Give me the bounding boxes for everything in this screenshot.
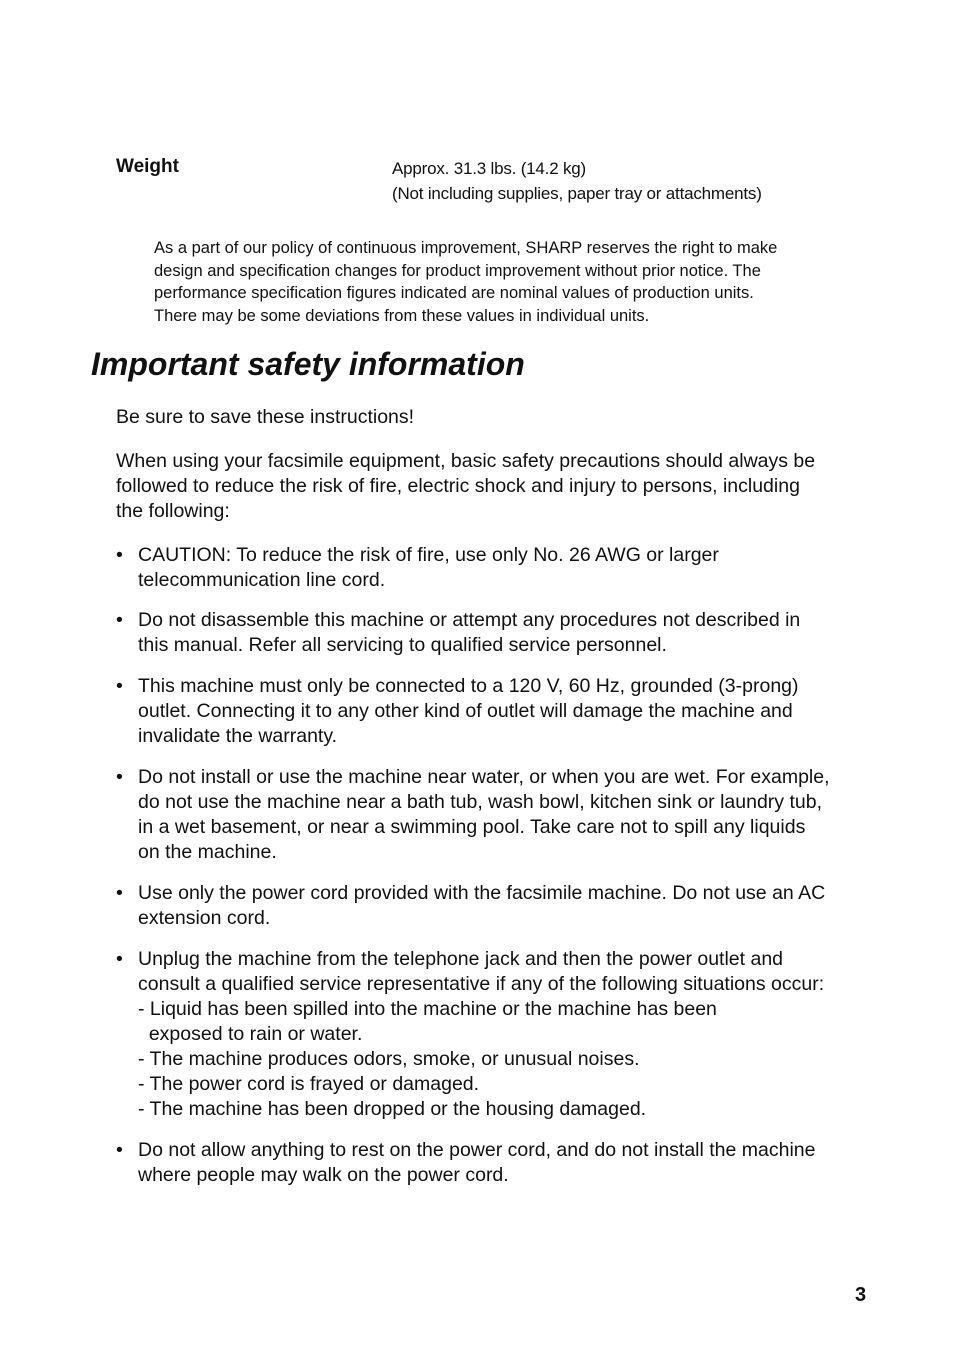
bullet-line: outlet. Connecting it to any other kind of outlet will damage the machine and	[138, 700, 793, 722]
bullet-text	[138, 765, 830, 865]
notice-line: As a part of our policy of continuous improvement, SHARP reserves the right to make	[154, 239, 778, 257]
bullet-line: Unplug the machine from the telephone jack and then the power outlet and	[138, 948, 784, 970]
bullet-line: this manual. Refer all servicing to qualified service personnel.	[138, 634, 667, 656]
page-number: 3	[855, 1284, 867, 1306]
intro-paragraph	[116, 405, 414, 430]
section-title: Important safety information	[91, 346, 525, 382]
lead-line: When using your facsimile equipment, basic safety precautions should always be	[116, 450, 816, 472]
bullet-subitem: - Liquid has been spilled into the machine or the machine has been	[138, 998, 717, 1020]
bullet-line: in a wet basement, or near a swimming pool. Take care not to spill any liquids	[138, 816, 806, 838]
bullet-glyph: •	[116, 544, 123, 566]
bullet-line: on the machine.	[138, 841, 277, 863]
bullet-text	[138, 947, 824, 1122]
bullet-line: Use only the power cord provided with the facsimile machine. Do not use an AC	[138, 882, 826, 904]
bullet-line: do not use the machine near a bath tub, wash bowl, kitchen sink or laundry tub,	[138, 791, 822, 813]
bullet-subitem: - The machine produces odors, smoke, or unusual noises.	[138, 1048, 640, 1070]
bullet-text	[138, 543, 719, 593]
improvement-notice	[154, 237, 854, 328]
bullet-glyph: •	[116, 882, 123, 904]
bullet-line: Do not allow anything to rest on the power cord, and do not install the machine	[138, 1139, 816, 1161]
bullet-glyph: •	[116, 609, 123, 631]
bullet-line: Do not install or use the machine near water, or when you are wet. For example,	[138, 766, 830, 788]
bullet-text	[138, 881, 825, 931]
bullet-glyph: •	[116, 948, 123, 970]
spec-value-line: Approx. 31.3 lbs. (14.2 kg)	[392, 159, 586, 178]
lead-line: followed to reduce the risk of fire, electric shock and injury to persons, including	[116, 475, 800, 497]
bullet-line: telecommunication line cord.	[138, 569, 386, 591]
bullet-text	[138, 674, 799, 749]
bullet-text	[138, 1138, 816, 1188]
bullet-line: Do not disassemble this machine or attempt any procedures not described in	[138, 609, 801, 631]
bullet-line: CAUTION: To reduce the risk of fire, use only No. 26 AWG or larger	[138, 544, 719, 566]
lead-line: the following:	[116, 500, 230, 522]
bullet-glyph: •	[116, 766, 123, 788]
notice-line: performance specification figures indicated are nominal values of production units.	[154, 284, 754, 303]
intro-line: Be sure to save these instructions!	[116, 406, 415, 428]
lead-paragraph	[116, 449, 815, 524]
bullet-subitem: exposed to rain or water.	[138, 1023, 363, 1045]
bullet-line: invalidate the warranty.	[138, 725, 338, 747]
bullet-line: where people may walk on the power cord.	[138, 1164, 509, 1186]
bullet-glyph: •	[116, 675, 123, 697]
notice-line: design and specification changes for product improvement without prior notice. The	[154, 261, 761, 280]
bullet-line: consult a qualified service representative if any of the following situations occur:	[138, 973, 825, 995]
spec-label-weight: Weight	[116, 156, 179, 177]
bullet-text	[138, 608, 800, 658]
spec-value-weight	[392, 156, 762, 206]
spec-value-line: (Not including supplies, paper tray or attachments)	[392, 184, 762, 203]
bullet-glyph: •	[116, 1139, 123, 1161]
bullet-subitem: - The machine has been dropped or the housing damaged.	[138, 1098, 647, 1120]
bullet-line: extension cord.	[138, 907, 271, 929]
bullet-line: This machine must only be connected to a 120 V, 60 Hz, grounded (3-prong)	[138, 675, 799, 697]
bullet-subitem: - The power cord is frayed or damaged.	[138, 1073, 480, 1095]
notice-line: There may be some deviations from these values in individual units.	[154, 307, 650, 326]
